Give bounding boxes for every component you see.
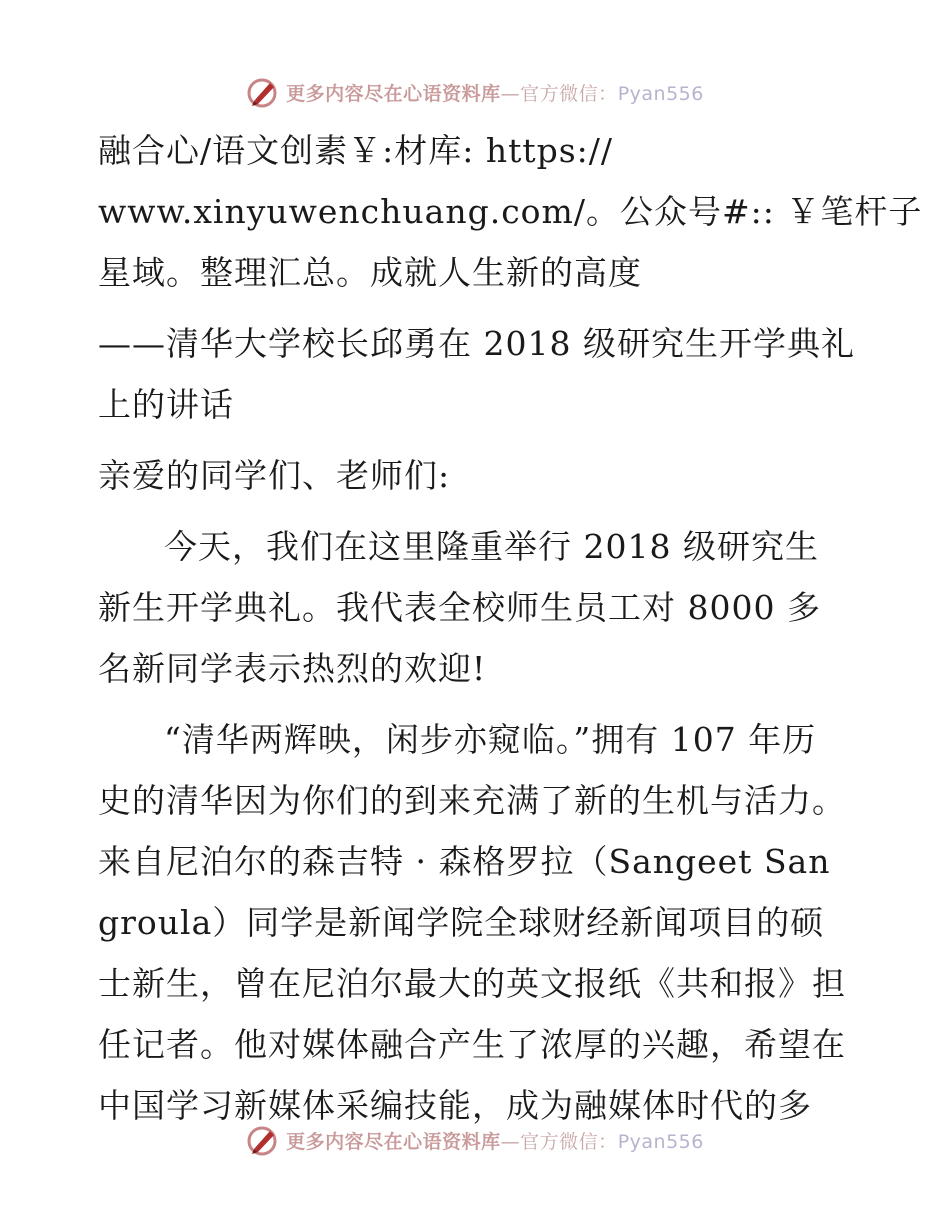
banner-lead: 更多内容尽在心语资料库	[286, 1130, 501, 1153]
banner-text	[286, 79, 704, 106]
subtitle-line-2: 上的讲话	[98, 385, 234, 424]
banner-separator: —官方微信：	[500, 82, 618, 105]
document-body	[98, 120, 923, 1136]
banner-wechat-id: Pyan556	[617, 82, 704, 105]
paragraph-1: 今天，我们在这里隆重举行 2018 级研究生新生开学典礼。我代表全校师生员工对 8000 多名新同学表示热烈的欢迎!	[98, 527, 821, 688]
footer-banner	[0, 1120, 950, 1160]
header-line-2: www.xinyuwenchuang.com/。公众号#:: ￥笔杆子	[98, 192, 923, 231]
header-banner	[0, 72, 950, 112]
paragraph-2: “清华两辉映，闲步亦窥临。”拥有 107 年历史的清华因为你们的到来充满了新的生机与活力。来自尼泊尔的森吉特 · 森格罗拉（Sangeet Sangroula）同学是新闻学院全球财经新闻项目的硕士新生，曾在尼泊尔最大的英文报纸《共和报》担任记者。他对媒体融合产生了浓厚的兴趣，希望在中国学习新媒体采编技能，成为融媒体时代的多	[98, 720, 846, 1125]
pen-logo-icon	[246, 1123, 280, 1157]
header-line-1: 融合心/语文创素￥:材库: https://	[98, 131, 614, 170]
banner-wechat-id: Pyan556	[617, 1130, 704, 1153]
banner-text	[286, 1127, 704, 1154]
banner-lead: 更多内容尽在心语资料库	[286, 82, 501, 105]
header-line-3: 星域。整理汇总。成就人生新的高度	[98, 253, 642, 292]
subtitle-line-1: ——清华大学校长邱勇在 2018 级研究生开学典礼	[98, 324, 855, 363]
pen-logo-icon	[246, 75, 280, 109]
greeting: 亲爱的同学们、老师们:	[98, 456, 451, 495]
banner-separator: —官方微信：	[500, 1130, 618, 1153]
